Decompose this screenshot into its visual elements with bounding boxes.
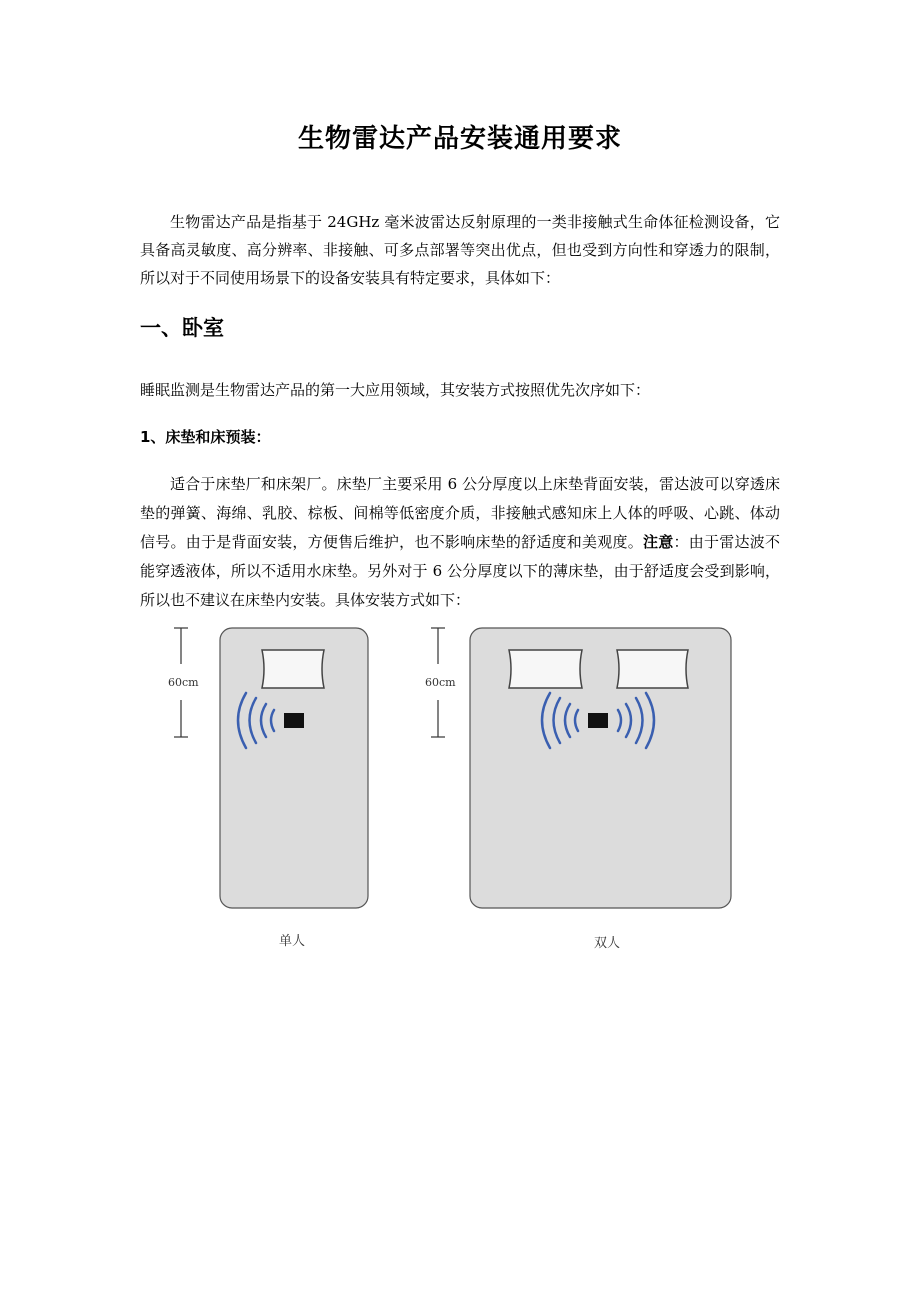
double-radar-sensor [588, 713, 608, 728]
double-pillow-right [617, 650, 688, 688]
subsection-heading-mattress: 1、床垫和床预装： [140, 428, 271, 446]
page-title: 生物雷达产品安装通用要求 [297, 124, 622, 154]
note-label: 注意 [643, 533, 674, 551]
single-radar-waves [238, 693, 274, 748]
mattress-paragraph [140, 470, 780, 615]
double-dimension-marker [431, 628, 445, 737]
note-text: ：由于雷达波不能穿透液体，所以不适用水床垫。另外对于 6 公分厚度以下的薄床垫，由于舒适度会受到影响，所以也不建议在床垫内安装。具体安装方式如下： [140, 533, 780, 609]
double-radar-waves-right [618, 693, 654, 748]
mattress-text: 适合于床垫厂和床架厂。床垫厂主要采用 6 公分厚度以上床垫背面安装，雷达波可以穿透床垫的弹簧、海绵、乳胶、棕板、间棉等低密度介质，非接触式感知床上人体的呼吸、心跳、体动信号。由于是背面安装，方便售后维护，也不影响床垫的舒适度和美观度。 [140, 475, 780, 551]
single-radar-sensor [284, 713, 304, 728]
single-bed [220, 628, 368, 908]
section-heading-bedroom: 一、卧室 [140, 316, 224, 340]
double-radar-waves-left [542, 693, 578, 748]
double-pillow-left [509, 650, 582, 688]
intro-paragraph: 生物雷达产品是指基于 24GHz 毫米波雷达反射原理的一类非接触式生命体征检测设备，它具备高灵敏度、高分辨率、非接触、可多点部署等突出优点，但也受到方向性和穿透力的限制，所以对于不同使用场景下的设备安装具有特定要求，具体如下： [140, 213, 780, 287]
double-bed [470, 628, 731, 908]
single-dimension-label: 60cm [168, 676, 199, 689]
caption-double: 双人 [594, 936, 621, 951]
caption-single: 单人 [279, 934, 306, 949]
single-pillow [262, 650, 324, 688]
single-dimension-marker [174, 628, 188, 737]
section-lead: 睡眠监测是生物雷达产品的第一大应用领域，其安装方式按照优先次序如下： [140, 381, 651, 399]
double-dimension-label: 60cm [425, 676, 456, 689]
